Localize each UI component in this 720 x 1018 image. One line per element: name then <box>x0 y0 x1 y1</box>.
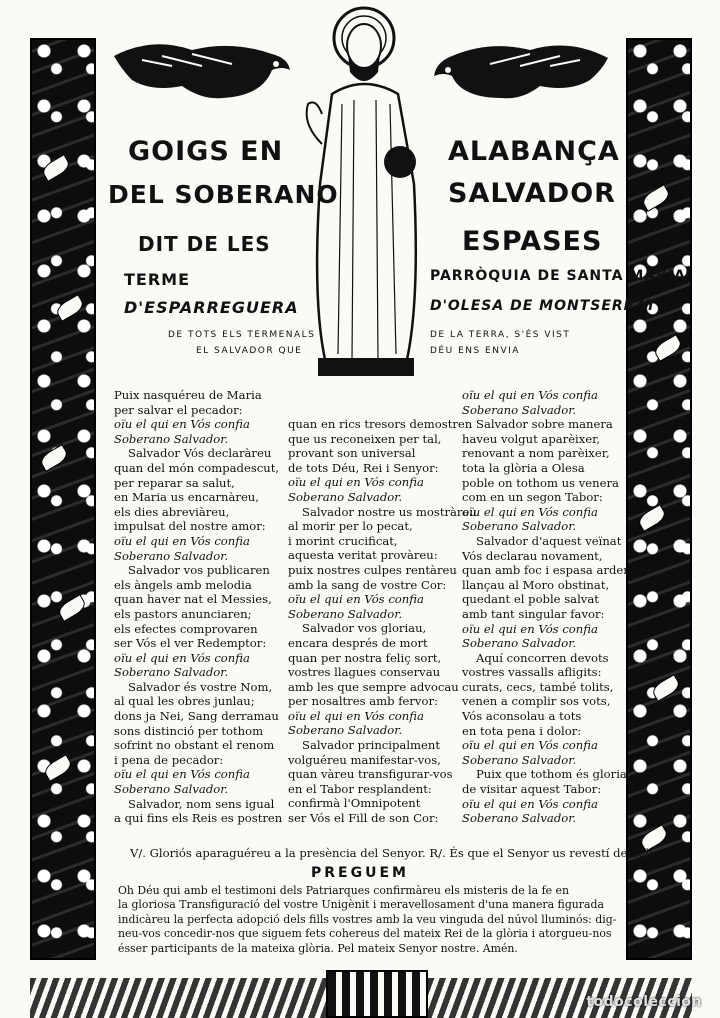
refrain-line: oïu el qui en Vós confia <box>462 738 598 753</box>
coat-of-arms-shield-icon <box>326 970 428 1018</box>
verse-line: Salvador vos gloriau, <box>302 621 427 636</box>
prayer-line: neu-vos concedir-nos que siguem fets cohereus del mateix Rei de la glòria i atorgueu-nos <box>118 927 612 941</box>
refrain-line: Soberano Salvador. <box>462 519 577 534</box>
verse-line: en Maria us encarnàreu, <box>114 490 259 505</box>
title-espases: ESPASES <box>462 226 603 257</box>
verse-line: que us reconeixen per tal, <box>288 431 442 446</box>
refrain-line: Soberano Salvador. <box>462 402 577 417</box>
verse-line: impulsat del nostre amor: <box>114 519 266 534</box>
verse-line: Salvador d'aquest veïnat <box>476 533 622 548</box>
verse-line: volguéreu manifestar-vos, <box>288 752 441 767</box>
verse-line: Aquí concorren devots <box>476 650 609 665</box>
refrain-line: Soberano Salvador. <box>114 431 229 446</box>
small-left-line-1: DE TOTS ELS TERMENALS <box>168 330 316 340</box>
refrain-line: oïu el qui en Vós confia <box>114 417 250 432</box>
verse-line: quan amb foc i espasa ardent <box>462 563 636 578</box>
refrain-line: oïu el qui en Vós confia <box>462 504 598 519</box>
verse-line: ser Vós el ver Redemptor: <box>114 636 267 651</box>
verse-line: Salvador sobre manera <box>476 417 613 432</box>
verse-line: quan per nostra feliç sort, <box>288 650 442 665</box>
refrain-line: oïu el qui en Vós confia <box>288 708 424 723</box>
verse-line: com en un segon Tabor: <box>462 490 603 505</box>
verse-line: Puix nasquéreu de Maria <box>114 388 262 402</box>
verse-line: confirmà l'Omnipotent <box>288 796 421 811</box>
refrain-line: oïu el qui en Vós confia <box>114 767 250 782</box>
title-goigs-en: GOIGS EN <box>128 136 284 167</box>
verse-line: quan haver nat el Messies, <box>114 592 272 607</box>
verse-line: amb la sang de vostre Cor: <box>288 577 447 592</box>
verse-line: quan del món compadescut, <box>114 460 280 475</box>
verse-line: els pastors anunciaren; <box>114 606 252 621</box>
small-right-line-1: DE LA TERRA, S'ÉS VIST <box>430 330 571 340</box>
small-right-line-2: DÉU ENS ENVIA <box>430 346 520 356</box>
verse-line: Salvador vos publicaren <box>128 563 270 578</box>
verse-line: quedant el poble salvat <box>462 592 599 607</box>
verse-line: quan vàreu transfigurar-vos <box>288 767 453 782</box>
verse-line: dons ja Nei, Sang derramau <box>114 709 279 724</box>
title-salvador: SALVADOR <box>448 178 616 209</box>
verse-line: Salvador, nom sens igual <box>128 796 275 811</box>
verse-line: amb tant singular favor: <box>462 606 605 621</box>
verse-line: els efectes comprovaren <box>114 621 258 636</box>
verse-line: llançau al Moro obstinat, <box>462 577 610 592</box>
refrain-line: oïu el qui en Vós confia <box>114 650 250 665</box>
poem-column-2 <box>288 417 477 826</box>
verse-line: per reparar sa salut, <box>114 475 235 490</box>
verse-line: tota la glòria a Olesa <box>462 460 585 475</box>
verse-line: Puix que tothom és gloria <box>476 767 627 782</box>
verse-line: curats, cecs, també tolits, <box>462 679 614 694</box>
left-floral-border <box>30 38 96 960</box>
refrain-line: Soberano Salvador. <box>462 811 577 826</box>
verse-line: Salvador és vostre Nom, <box>128 679 273 694</box>
verse-line: sofrint no obstant el renom <box>114 738 275 753</box>
preguem-heading: PREGUEM <box>311 865 409 881</box>
verse-line: sons distinció per tothom <box>114 723 264 738</box>
dove-left-icon <box>112 36 292 102</box>
verse-line: i morint crucificat, <box>288 533 398 548</box>
verse-line: de visitar aquest Tabor: <box>462 782 602 797</box>
verse-line: puix nostres culpes rentàreu <box>288 562 457 577</box>
verse-line: encara després de mort <box>288 635 428 650</box>
verse-line: Vós declarau novament, <box>462 548 603 563</box>
refrain-line: Soberano Salvador. <box>114 665 229 680</box>
verse-line: haveu volgut aparèixer, <box>462 431 601 446</box>
prayer-line: indicàreu la perfecta adopció dels fills vostres amb la veu vinguda del núvol lluminós: dig- <box>118 912 617 926</box>
verse-line: Salvador Vós declaràreu <box>128 446 272 461</box>
refrain-line: oïu el qui en Vós confia <box>288 592 424 607</box>
verse-line: al qual les obres junlau; <box>114 694 255 709</box>
title-del-soberano: DEL SOBERANO <box>108 180 339 209</box>
verse-line: de tots Déu, Rei i Senyor: <box>288 460 439 475</box>
refrain-line: oïu el qui en Vós confia <box>462 796 598 811</box>
verse-line: renovant a nom parèixer, <box>462 446 610 461</box>
refrain-line: oïu el qui en Vós confia <box>288 475 424 490</box>
subtitle-olesa: D'OLESA DE MONTSERRAT <box>430 298 657 314</box>
refrain-line: Soberano Salvador. <box>288 606 403 621</box>
verse-line: i pena de pecador: <box>114 752 224 767</box>
refrain-line: Soberano Salvador. <box>462 752 577 767</box>
watermark: todocoleccion <box>586 994 702 1010</box>
poem-column-1 <box>114 388 282 826</box>
verse-line: al morir per lo pecat, <box>288 519 413 534</box>
title-dit-de-les: DIT DE LES <box>138 232 271 256</box>
verse-line: vostres vassalls afligits: <box>462 665 602 680</box>
refrain-line: Soberano Salvador. <box>288 489 403 504</box>
subtitle-terme: TERME <box>124 270 191 289</box>
verse-line: provant son universal <box>288 446 416 461</box>
verse-line: els dies abreviàreu, <box>114 504 230 519</box>
verse-line: aquesta veritat provàreu: <box>288 548 438 563</box>
versicle-response: V/. Gloriós aparaguéreu a la presència del Senyor. R/. És que el Senyor us revestí de bellesa. <box>130 846 677 860</box>
poem-column-3 <box>462 388 635 826</box>
refrain-line: Soberano Salvador. <box>288 723 403 738</box>
refrain-line: Soberano Salvador. <box>114 548 229 563</box>
prayer-text <box>118 884 618 956</box>
verse-line: per salvar el pecador: <box>114 402 243 417</box>
refrain-line: oïu el qui en Vós confia <box>462 621 598 636</box>
verse-line: a qui fins els Reis es postren <box>114 811 283 826</box>
prayer-line: ésser participants de la mateixa glòria. Pel mateix Senyor nostre. Amén. <box>118 941 518 955</box>
verse-line: Vós aconsolau a tots <box>462 709 582 724</box>
title-alabanca: ALABANÇA <box>448 136 620 167</box>
verse-line: els àngels amb melodia <box>114 577 252 592</box>
dove-right-icon <box>430 36 610 102</box>
verse-line: Salvador nostre us mostràreu <box>302 504 477 519</box>
verse-line: vostres llagues conservau <box>288 665 441 680</box>
verse-line: poble on tothom us venera <box>462 475 619 490</box>
refrain-line: oïu el qui en Vós confia <box>114 533 250 548</box>
subtitle-parroquia: PARRÒQUIA DE SANTA MARIA <box>430 268 686 284</box>
verse-line: quan en rics tresors demostren <box>288 417 473 431</box>
verse-line: amb les que sempre advocau <box>288 679 459 694</box>
verse-line: per nosaltres amb fervor: <box>288 694 438 709</box>
subtitle-esparreguera: D'ESPARREGUERA <box>124 298 299 317</box>
verse-line: en tota pena i dolor: <box>462 723 582 738</box>
verse-line: ser Vós el Fill de son Cor: <box>288 811 439 826</box>
prayer-line: la gloriosa Transfiguració del vostre Unigènit i meravellosament d'una manera figurada <box>118 898 604 912</box>
verse-line: Salvador principalment <box>302 738 441 753</box>
verse-line: venen a complir sos vots, <box>462 694 611 709</box>
refrain-line: Soberano Salvador. <box>462 636 577 651</box>
verse-line: en el Tabor resplandent: <box>288 781 432 796</box>
prayer-line: Oh Déu qui amb el testimoni dels Patriarques confirmàreu els misteris de la fe en <box>118 884 570 897</box>
right-floral-border <box>626 38 692 960</box>
small-left-line-2: EL SALVADOR QUE <box>196 346 303 356</box>
refrain-line: oïu el qui en Vós confia <box>462 388 598 402</box>
refrain-line: Soberano Salvador. <box>114 782 229 797</box>
